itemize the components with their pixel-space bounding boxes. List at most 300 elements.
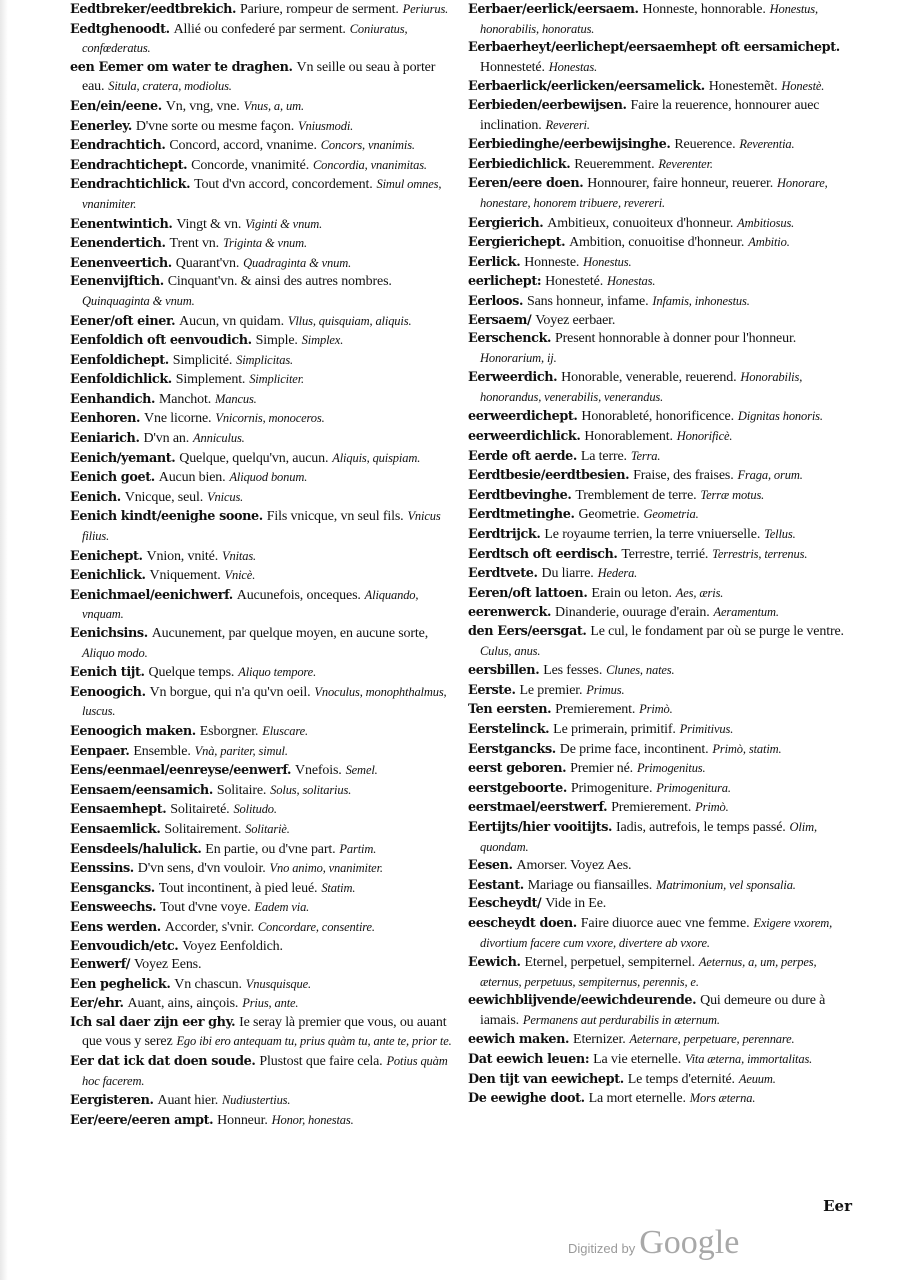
latin-gloss: Revereri. (545, 117, 590, 132)
french-gloss: D'vn an. (143, 431, 190, 447)
latin-gloss: Vnà, pariter, simul. (194, 743, 288, 758)
dictionary-entry (70, 331, 456, 351)
headword: Eerbiedichlick. (468, 156, 571, 172)
latin-gloss: Anniculus. (193, 431, 245, 446)
latin-gloss: Simul omnes, vnanimiter. (82, 177, 442, 211)
headword: eerlichept: (468, 274, 542, 290)
french-gloss: De prime face, incontinent. (559, 741, 709, 757)
headword: Eendrachtichept. (70, 157, 188, 173)
dictionary-entry (70, 351, 456, 371)
headword: Eenichlick. (70, 568, 146, 584)
dictionary-entry (468, 505, 852, 525)
latin-gloss: Simplicitas. (236, 352, 294, 367)
french-gloss: Solitairement. (164, 821, 242, 837)
latin-gloss: Reverentia. (739, 137, 795, 152)
headword: Eer/ehr. (70, 996, 124, 1012)
dictionary-entry (468, 953, 852, 992)
latin-gloss: Aliquod bonum. (229, 470, 308, 485)
dictionary-entry (70, 547, 456, 567)
headword: Een/ein/eene. (70, 98, 162, 114)
french-gloss: Le primerain, primitif. (553, 721, 676, 737)
headword: Eenich. (70, 489, 121, 505)
dictionary-entry (70, 918, 456, 938)
latin-gloss: Dignitas honoris. (737, 409, 823, 424)
latin-gloss: Vnitas. (222, 548, 257, 563)
latin-gloss: Honorarium, ij. (480, 350, 557, 365)
headword: Dat eewich leuen: (468, 1052, 590, 1068)
catchword: Eer (823, 1197, 852, 1215)
headword: Eenoogich maken. (70, 723, 196, 739)
headword: Eenichept. (70, 548, 143, 564)
latin-gloss: Aliquo modo. (82, 645, 148, 660)
headword: Eewich. (468, 955, 521, 971)
latin-gloss: Matrimonium, vel sponsalia. (656, 877, 796, 892)
headword: Eerdtrijck. (468, 527, 541, 543)
french-gloss: Honorable, venerable, reuerend. (561, 370, 737, 386)
french-gloss: Honneur. (217, 1112, 268, 1128)
dictionary-entry (468, 759, 852, 779)
french-gloss: Premierement. (611, 800, 692, 816)
french-gloss: Premier né. (570, 761, 634, 777)
latin-gloss: Vnicè. (224, 568, 256, 583)
french-gloss: Voyez eerbaer. (535, 312, 616, 328)
french-gloss: Quelque, quelqu'vn, aucun. (179, 450, 329, 466)
dictionary-entry (70, 975, 456, 995)
headword: Eergierich. (468, 215, 544, 231)
latin-gloss: Honorificè. (676, 429, 733, 444)
dictionary-entry (468, 914, 852, 953)
french-gloss: Honnourer, faire honneur, reuerer. (587, 176, 774, 192)
french-gloss: Manchot. (158, 391, 212, 407)
headword: Eenich goet. (70, 470, 155, 486)
latin-gloss: Solitudo. (233, 802, 277, 817)
dictionary-entry (70, 820, 456, 840)
french-gloss: Terrestre, terrié. (621, 546, 709, 562)
headword: Eenfoldichlick. (70, 372, 172, 388)
french-gloss: Vnicque, seul. (124, 489, 204, 505)
french-gloss: Honneste. (524, 254, 580, 270)
headword: Eertijts/hier vooitijts. (468, 819, 613, 835)
latin-gloss: Honorare, honestare, honorem tribuere, revereri. (480, 176, 828, 210)
headword: Eer/eere/eeren ampt. (70, 1112, 214, 1128)
french-gloss: Vn chascun. (174, 976, 242, 992)
headword: eerweerdichept. (468, 409, 578, 425)
dictionary-entry (70, 761, 456, 781)
dictionary-entry (468, 407, 852, 427)
latin-gloss: Clunes, nates. (606, 663, 675, 678)
dictionary-entry (468, 895, 852, 914)
latin-gloss: Vnicus. (207, 489, 244, 504)
headword: Eescheydt/ (468, 896, 542, 912)
latin-gloss: Viginti & vnum. (245, 216, 323, 231)
headword: eersbillen. (468, 663, 540, 679)
dictionary-entry (70, 879, 456, 899)
latin-gloss: Mancus. (214, 391, 257, 406)
headword: Eerdtmetinghe. (468, 507, 575, 523)
headword: Eenssins. (70, 861, 134, 877)
latin-gloss: Honestus. (583, 254, 632, 269)
headword: eerstgeboorte. (468, 780, 567, 796)
headword: Eenichsins. (70, 626, 148, 641)
french-gloss: Le royaume terrien, la terre vniuerselle. (544, 527, 761, 543)
french-gloss: Concord, accord, vnanime. (169, 138, 317, 154)
headword: Eerloos. (468, 293, 524, 309)
headword: Eenvoudich/etc. (70, 938, 179, 954)
dictionary-entry (70, 20, 456, 59)
french-gloss: Le temps d'eternité. (627, 1071, 735, 1087)
dictionary-entry (70, 625, 456, 663)
latin-gloss: Aeternare, perpetuare, perennare. (629, 1032, 795, 1047)
google-logo: Google (639, 1224, 740, 1261)
headword: Den tijt van eewichept. (468, 1071, 624, 1087)
latin-gloss: Exigere vxorem, divortium facere cum vxore, divertere ab vxore. (480, 915, 833, 950)
latin-gloss: Solus, solitarius. (270, 782, 352, 797)
dictionary-entry (468, 681, 852, 701)
latin-gloss: Eluscare. (262, 723, 308, 738)
french-gloss: Vniquement. (149, 568, 221, 584)
latin-gloss: Triginta & vnum. (222, 236, 308, 251)
latin-gloss: Vnusquisque. (245, 976, 311, 991)
headword: Eenoogich. (70, 684, 146, 700)
french-gloss: Aucunement, par quelque moyen, en aucune sorte, (151, 626, 429, 641)
page-edge-shadow (0, 0, 8, 1280)
headword: Eerbaerlick/eerlicken/eersamelick. (468, 79, 705, 95)
french-gloss: Ie seray là premier que vous, ou auant que vous y serez (82, 1014, 447, 1050)
latin-gloss: Eadem via. (254, 900, 310, 915)
french-gloss: La vie eternelle. (593, 1052, 682, 1068)
latin-gloss: Aeternus, a, um, perpes, æternus, perpetuus, sempiternus, perennis, e. (480, 955, 817, 989)
headword: Eerstelinck. (468, 721, 550, 737)
dictionary-entry (468, 740, 852, 760)
french-gloss: Honneste, honnorable. (642, 2, 766, 17)
latin-gloss: Concordia, vnanimitas. (312, 157, 427, 172)
dictionary-entry (70, 215, 456, 235)
headword: Eerbiedinghe/eerbewijsinghe. (468, 137, 671, 153)
headword: eerenwerck. (468, 605, 552, 621)
latin-gloss: Primò. (695, 800, 729, 815)
french-gloss: Quelque temps. (148, 665, 235, 681)
left-column (70, 0, 456, 1130)
latin-gloss: Vnoculus, monophthalmus, luscus. (82, 684, 447, 719)
headword: Eer dat ick dat doen soude. (70, 1054, 256, 1070)
headword: Eenerley. (70, 118, 132, 134)
french-gloss: Tout d'vn accord, concordement. (194, 177, 373, 193)
french-gloss: Honorablement. (584, 429, 673, 445)
latin-gloss: Partim. (339, 841, 377, 856)
dictionary-entry (70, 1111, 456, 1131)
latin-gloss: Primò. (639, 702, 673, 717)
dictionary-entry (70, 994, 456, 1014)
latin-gloss: Tellus. (764, 527, 796, 542)
latin-gloss: Honestas. (548, 59, 598, 74)
headword: Eenenvijftich. (70, 274, 164, 290)
latin-gloss: Quinquaginta & vnum. (82, 293, 195, 308)
dictionary-entry (468, 584, 852, 604)
headword: Eedtbreker/eedtbrekich. (70, 2, 237, 17)
dictionary-entry (70, 449, 456, 469)
headword: Eenentwintich. (70, 216, 173, 232)
french-gloss: Aucun bien. (158, 470, 226, 486)
latin-gloss: Vno animo, vnanimiter. (269, 861, 383, 876)
headword: Eener/oft einer. (70, 313, 176, 329)
right-column (468, 0, 852, 1109)
dictionary-entry (70, 507, 456, 546)
dictionary-entry (468, 623, 852, 661)
french-gloss: Reueremment. (574, 156, 655, 172)
latin-gloss: Vniusmodi. (298, 118, 354, 133)
french-gloss: Vn borgue, qui n'a qu'vn oeil. (149, 684, 311, 700)
latin-gloss: Primus. (586, 682, 625, 697)
headword: Eersaem/ (468, 312, 532, 328)
latin-gloss: Concordare, consentire. (257, 919, 375, 934)
headword: Eendrachtich. (70, 138, 166, 154)
dictionary-entry (468, 1089, 852, 1109)
headword: Eerdtbesie/eerdtbesien. (468, 468, 630, 484)
dictionary-entry (468, 427, 852, 447)
dictionary-entry (70, 566, 456, 586)
french-gloss: Reuerence. (674, 137, 736, 153)
dictionary-entry (468, 272, 852, 292)
headword: Een peghelick. (70, 976, 171, 992)
dictionary-entry (468, 39, 852, 77)
headword: Eens/eenmael/eenreyse/eenwerf. (70, 763, 292, 779)
french-gloss: Iadis, autrefois, le temps passé. (616, 819, 786, 835)
headword: Eergisteren. (70, 1093, 154, 1109)
headword: Eensaemlick. (70, 821, 161, 837)
headword: eescheydt doen. (468, 915, 577, 931)
french-gloss: Quarant'vn. (175, 255, 240, 271)
dictionary-entry (468, 992, 852, 1030)
latin-gloss: Vnicus filius. (82, 509, 441, 544)
french-gloss: Tout incontinent, à pied leué. (158, 880, 318, 896)
headword: Eedtghenoodt. (70, 21, 170, 37)
latin-gloss: Primitivus. (679, 721, 734, 736)
headword: Eeren/oft lattoen. (468, 585, 588, 601)
dictionary-entry (468, 603, 852, 623)
french-gloss: Plustost que faire cela. (259, 1054, 383, 1070)
french-gloss: Honestemẽt. (708, 79, 778, 95)
french-gloss: Vn, vng, vne. (165, 98, 240, 114)
latin-gloss: Fraga, orum. (737, 468, 803, 483)
french-gloss: Sans honneur, infame. (526, 293, 649, 309)
headword: Ten eersten. (468, 702, 552, 718)
dictionary-entry (70, 429, 456, 449)
dictionary-entry (468, 233, 852, 253)
french-gloss: Fils vnicque, vn seul fils. (266, 509, 404, 525)
dictionary-entry (468, 1050, 852, 1070)
headword: Eenendertich. (70, 236, 166, 252)
headword: Eerbieden/eerbewijsen. (468, 97, 627, 113)
dictionary-entry (70, 370, 456, 390)
headword: Eensaemhept. (70, 802, 167, 818)
french-gloss: Tremblement de terre. (575, 487, 697, 503)
french-gloss: Qui demeure ou dure à iamais. (480, 993, 826, 1028)
dictionary-entry (468, 174, 852, 213)
french-gloss: Pariure, rompeur de serment. (240, 2, 399, 17)
french-gloss: Fraise, des fraises. (633, 468, 734, 484)
french-gloss: Honnesteté. (480, 59, 545, 75)
latin-gloss: Primò, statim. (712, 741, 782, 756)
dictionary-entry (70, 156, 456, 176)
headword: Eenichmael/eenichwerf. (70, 587, 233, 603)
latin-gloss: Simplex. (301, 333, 344, 348)
headword: eerstmael/eerstwerf. (468, 800, 608, 816)
dictionary-entry (70, 800, 456, 820)
latin-gloss: Culus, anus. (480, 643, 541, 658)
dictionary-entry (468, 818, 852, 857)
headword: Eerdtsch oft eerdisch. (468, 546, 618, 562)
dictionary-entry (468, 720, 852, 740)
headword: Eerschenck. (468, 331, 552, 347)
latin-gloss: Vnicornis, monoceros. (215, 411, 325, 426)
dictionary-entry (468, 1030, 852, 1050)
digitized-watermark (568, 1224, 739, 1262)
dictionary-entry (468, 292, 852, 312)
dictionary-entry (468, 661, 852, 681)
french-gloss: Faire diuorce auec vne femme. (580, 915, 750, 931)
headword: Eendrachtichlick. (70, 177, 191, 193)
latin-gloss: Olim, quondam. (480, 819, 817, 854)
headword: Eenenveertich. (70, 255, 172, 271)
french-gloss: Vingt & vn. (176, 216, 242, 232)
french-gloss: Vide in Ee. (545, 896, 607, 912)
dictionary-entry (468, 77, 852, 97)
dictionary-entry (70, 722, 456, 742)
latin-gloss: Aeuum. (738, 1071, 776, 1086)
headword: Eenpaer. (70, 743, 130, 759)
french-gloss: Concorde, vnanimité. (191, 157, 310, 173)
headword: eewich maken. (468, 1032, 570, 1048)
latin-gloss: Vnus, a, um. (243, 98, 304, 113)
french-gloss: Primogeniture. (570, 780, 653, 796)
latin-gloss: Solitariè. (245, 821, 290, 836)
french-gloss: Faire la reuerence, honnourer auec inclination. (480, 97, 820, 133)
french-gloss: Vnefois. (295, 763, 342, 779)
headword: eerweerdichlick. (468, 429, 581, 445)
latin-gloss: Aliquis, quispiam. (332, 450, 421, 465)
latin-gloss: Honor, honestas. (271, 1112, 354, 1127)
headword: Eerlick. (468, 254, 521, 270)
dictionary-entry (70, 742, 456, 762)
french-gloss: Le cul, le fondament par où se purge le ventre. (590, 624, 844, 639)
french-gloss: Solitaire. (216, 782, 267, 798)
headword: Eenhandich. (70, 391, 156, 407)
french-gloss: Present honnorable à donner pour l'honneur. (555, 331, 797, 347)
dictionary-entry (468, 312, 852, 331)
latin-gloss: Ambitiosus. (737, 215, 795, 230)
latin-gloss: Situla, cratera, modiolus. (108, 79, 232, 94)
headword: Eerste. (468, 682, 516, 698)
dictionary-entry (468, 368, 852, 407)
dictionary-entry (468, 447, 852, 467)
headword: Eenwerf/ (70, 957, 131, 973)
dictionary-entry (468, 330, 852, 368)
dictionary-entry (70, 781, 456, 801)
headword: Eenich/yemant. (70, 450, 176, 466)
french-gloss: Vn seille ou seau à porter eau. (82, 59, 436, 95)
french-gloss: Amorser. Voyez Aes. (516, 858, 632, 874)
headword: Eerweerdich. (468, 370, 558, 386)
dictionary-entry (70, 683, 456, 722)
dictionary-entry (70, 390, 456, 410)
french-gloss: En partie, ou d'vne part. (205, 841, 336, 857)
french-gloss: Auant hier. (157, 1093, 219, 1109)
dictionary-entry (70, 117, 456, 137)
latin-gloss: Aliquo tempore. (238, 665, 317, 680)
latin-gloss: Permanens aut perdurabilis in æternum. (522, 1012, 720, 1027)
french-gloss: Premierement. (555, 702, 636, 718)
headword: Eeniarich. (70, 431, 140, 447)
french-gloss: Erain ou leton. (591, 585, 672, 601)
latin-gloss: Potius quàm hoc facerem. (82, 1054, 448, 1088)
french-gloss: Voyez Eenfoldich. (182, 938, 283, 954)
latin-gloss: Statim. (321, 880, 356, 895)
french-gloss: Trent vn. (169, 236, 220, 252)
headword: Eensgancks. (70, 880, 155, 896)
dictionary-entry (70, 859, 456, 879)
latin-gloss: Prius, ante. (242, 996, 299, 1011)
french-gloss: D'vne sorte ou mesme façon. (135, 118, 295, 134)
latin-gloss: Periurus. (402, 2, 449, 16)
dictionary-entry (70, 488, 456, 508)
french-gloss: D'vn sens, d'vn vouloir. (137, 861, 266, 877)
headword: Eeren/eere doen. (468, 176, 584, 192)
french-gloss: Allié ou confederé par serment. (173, 21, 346, 37)
headword: den Eers/eersgat. (468, 624, 587, 639)
latin-gloss: Primogenitus. (636, 761, 706, 776)
headword: Eerbaerheyt/eerlichept/eersaemhept oft eersamichept. (468, 40, 840, 56)
french-gloss: Ambitieux, conuoiteux d'honneur. (547, 215, 734, 231)
latin-gloss: Mors æterna. (689, 1091, 756, 1106)
latin-gloss: Ambitio. (748, 235, 790, 250)
headword: Eensdeels/halulick. (70, 841, 202, 857)
dictionary-entry (70, 59, 456, 97)
dictionary-entry (468, 564, 852, 584)
french-gloss: Voyez Eens. (134, 957, 202, 973)
dictionary-entry (70, 234, 456, 254)
dictionary-entry (70, 312, 456, 332)
headword: een Eemer om water te draghen. (70, 59, 293, 75)
latin-gloss: Terræ motus. (700, 487, 765, 502)
french-gloss: Simple. (255, 333, 298, 349)
dictionary-entry (468, 214, 852, 234)
dictionary-entry (468, 135, 852, 155)
dictionary-entry (70, 136, 456, 156)
headword: Eenich kindt/eenighe soone. (70, 509, 263, 525)
french-gloss: Ambition, conuoitise d'honneur. (569, 235, 745, 251)
dictionary-entry (468, 253, 852, 273)
french-gloss: Vnion, vnité. (146, 548, 219, 564)
dictionary-entry (468, 0, 852, 39)
latin-gloss: Terra. (630, 448, 661, 463)
french-gloss: Dinanderie, ouurage d'erain. (555, 605, 710, 621)
dictionary-entry (70, 956, 456, 975)
dictionary-entry (468, 779, 852, 799)
french-gloss: Honesteté. (545, 274, 604, 290)
dictionary-entry (70, 938, 456, 957)
dictionary-entry (70, 1014, 456, 1052)
french-gloss: Eternizer. (573, 1032, 626, 1048)
french-gloss: Simplement. (175, 372, 246, 388)
headword: Eerstgancks. (468, 741, 556, 757)
dictionary-entry (468, 486, 852, 506)
french-gloss: Auant, ains, ainçois. (127, 996, 239, 1012)
headword: Eerbaer/eerlick/eersaem. (468, 2, 639, 17)
latin-gloss: Infamis, inhonestus. (652, 293, 750, 308)
latin-gloss: Semel. (345, 763, 378, 778)
latin-gloss: Nudiustertius. (221, 1093, 291, 1108)
latin-gloss: Honestè. (781, 79, 825, 94)
